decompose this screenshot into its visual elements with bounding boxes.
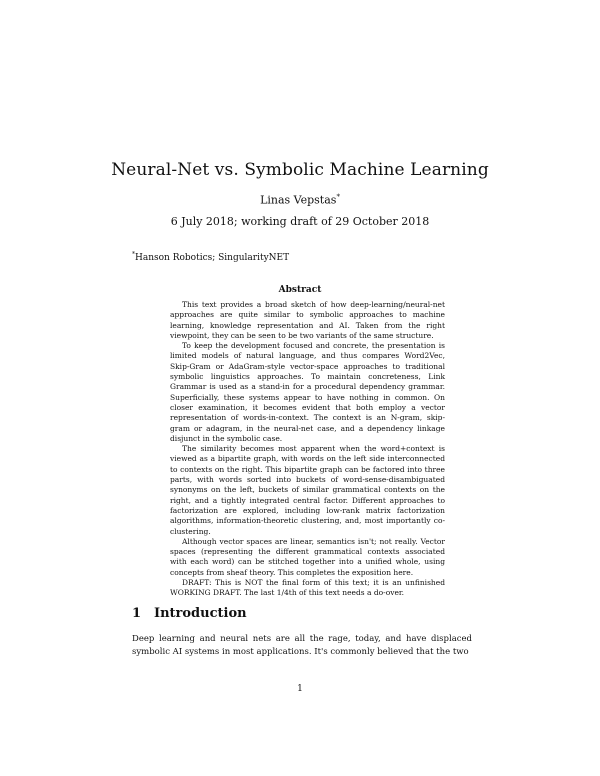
affiliation [132, 251, 289, 263]
page-number: 1 [297, 684, 303, 694]
body-paragraph: Deep learning and neural nets are all the rage, today, and have displaced symbolic AI systems in most applications. It's commonly believed that the two [132, 634, 472, 657]
abstract-body [170, 300, 445, 599]
author-line [0, 193, 600, 207]
section-title: Introduction [154, 606, 247, 621]
paper-title: Neural-Net vs. Symbolic Machine Learning [111, 160, 489, 180]
author-footnote-mark: * [336, 193, 340, 201]
affiliation-text: Hanson Robotics; SingularityNET [135, 253, 290, 263]
abstract-paragraph: To keep the development focused and concrete, the presentation is limited models of natural language, and thus compares Word2Vec, Skip-Gram or AdaGram-style vector-space approaches to traditional symbolic linguistics approaches. To maintain concreteness, Link Grammar is used as a stand-in for a procedural dependency grammar. Superficially, these systems appear to have nothing in common. On closer examination, it becomes evident that both employ a vector representation of words-in-context. The context is an N-gram, skip-gram or adagram, in the neural-net case, and a dependency linkage disjunct in the symbolic case. [170, 341, 445, 443]
abstract-paragraph: This text provides a broad sketch of how deep-learning/neural-net approaches are quite similar to symbolic approaches to machine learning, knowledge representation and AI. Taken from the right viewpoint, they can be seen to be two variants of the same structure. [170, 300, 445, 340]
abstract-paragraph: Although vector spaces are linear, semantics isn't; not really. Vector spaces (representing the different grammatical contexts associated with each word) can be stitched together into a unified whole, using concepts from sheaf theory. This completes the exposition here. [170, 536, 445, 577]
section-number: 1 [132, 606, 142, 621]
date-line: 6 July 2018; working draft of 29 October 2018 [170, 215, 430, 228]
author-name: Linas Vepstas [260, 193, 337, 207]
abstract-paragraph: The similarity becomes most apparent when the word+context is viewed as a bipartite graph, with words on the left side interconnected to contexts on the right. This bipartite graph can be factored into three parts, with words sorted into buckets of word-sense-disambiguated synonyms on the left, buckets of similar grammatical contexts on the right, and a tightly integrated central factor. Different approaches to factorization are explored, including low-rank matrix factorization algorithms, information-theoretic clustering, and, most importantly co-clustering. [170, 444, 445, 536]
abstract-paragraph: DRAFT: This is NOT the final form of this text; it is an unfinished WORKING DRAFT. The last 1/4th of this text needs a do-over. [170, 578, 445, 598]
abstract-heading: Abstract [278, 285, 322, 295]
section-body [132, 633, 472, 659]
affiliation-mark: * [132, 251, 135, 258]
section-heading [132, 606, 247, 621]
